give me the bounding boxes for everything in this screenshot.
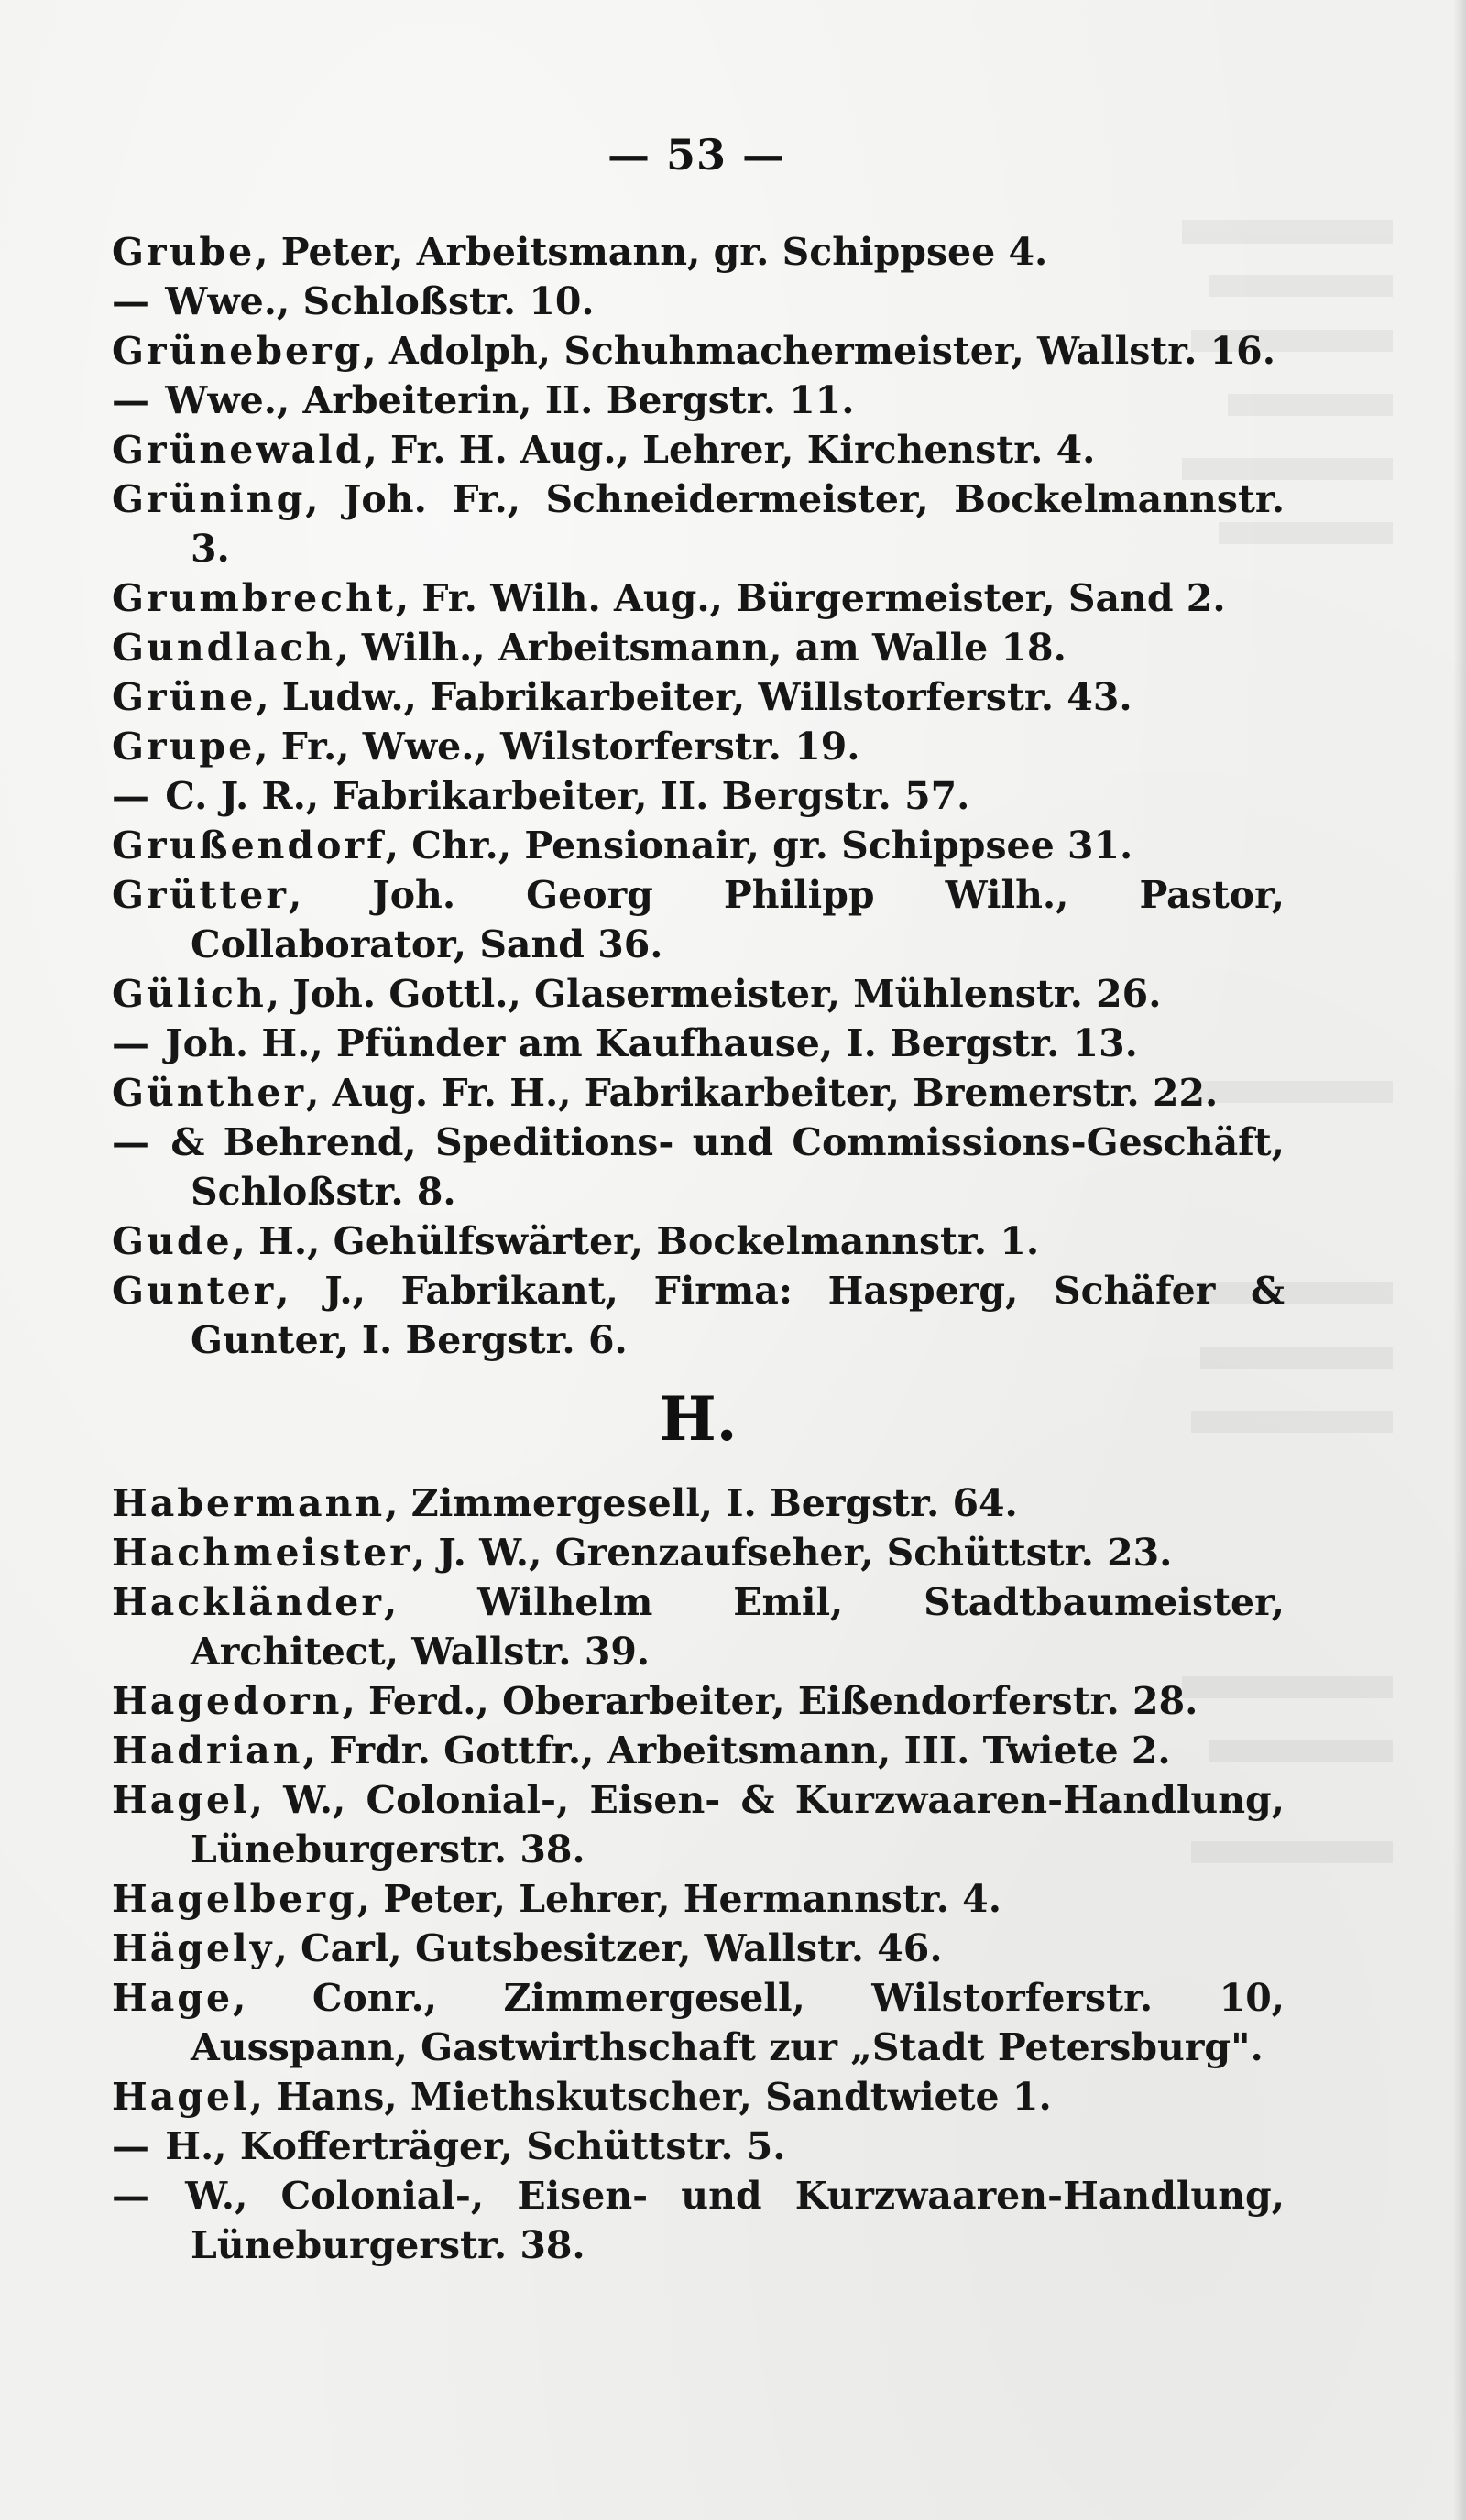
directory-entry	[112, 573, 1285, 623]
section-heading-h: H.	[659, 1383, 738, 1455]
directory-entry	[112, 969, 1285, 1019]
directory-entry	[112, 2122, 1285, 2171]
directory-entry	[112, 1726, 1285, 1775]
directory-entry	[112, 1118, 1285, 1216]
entry-surname: Gunter	[112, 1269, 277, 1313]
directory-entry	[112, 376, 1285, 425]
entry-details: , Joh. Fr., Schneidermeister, Bockelmannstr. 3.	[191, 477, 1285, 571]
entry-surname: Hadrian	[112, 1729, 303, 1773]
entry-surname: Gude	[112, 1219, 233, 1263]
entry-details: & Behrend, Speditions- und Commissions-Geschäft, Schloßstr. 8.	[152, 1120, 1285, 1214]
entry-details: , W., Colonial-, Eisen- & Kurzwaaren-Handlung, Lüneburgerstr. 38.	[191, 1778, 1285, 1871]
entry-details: , Adolph, Schuhmachermeister, Wallstr. 16.	[363, 329, 1275, 373]
directory-entry	[112, 1874, 1285, 1924]
entry-details: , Conr., Zimmergesell, Wilstorferstr. 10, Ausspann, Gastwirthschaft zur „Stadt Petersburg".	[191, 1976, 1285, 2069]
entry-surname: —	[112, 2174, 152, 2218]
entry-details: H., Kofferträger, Schüttstr. 5.	[152, 2124, 786, 2168]
entry-details: , Chr., Pensionair, gr. Schippsee 31.	[385, 824, 1133, 867]
directory-entry	[112, 1577, 1285, 1676]
entry-details: Joh. H., Pfünder am Kaufhause, I. Bergstr. 13.	[152, 1021, 1138, 1065]
directory-entry	[112, 1676, 1285, 1726]
entry-details: , J., Fabrikant, Firma: Hasperg, Schäfer & Gunter, I. Bergstr. 6.	[191, 1269, 1285, 1362]
entry-surname: —	[112, 1120, 152, 1164]
entry-details: , Fr., Wwe., Wilstorferstr. 19.	[255, 725, 860, 769]
entry-details: , Aug. Fr. H., Fabrikarbeiter, Bremerstr. 22.	[306, 1071, 1219, 1115]
entry-surname: Günther	[112, 1071, 307, 1115]
directory-entry	[112, 277, 1285, 326]
entry-surname: Hagelberg	[112, 1877, 357, 1921]
entry-surname: Gülich	[112, 972, 267, 1016]
directory-column	[112, 227, 1285, 2270]
directory-entry	[112, 1478, 1285, 1528]
entry-details: , Joh. Georg Philipp Wilh., Pastor, Collaborator, Sand 36.	[191, 873, 1285, 966]
entry-surname: Hackländer	[112, 1580, 384, 1624]
entry-details: Wwe., Arbeiterin, II. Bergstr. 11.	[152, 378, 855, 422]
directory-entry	[112, 2072, 1285, 2122]
entry-details: , Fr. Wilh. Aug., Bürgermeister, Sand 2.	[395, 576, 1226, 620]
entry-details: , Ludw., Fabrikarbeiter, Willstorferstr. 43.	[256, 675, 1132, 719]
directory-entry	[112, 1019, 1285, 1068]
directory-entry	[112, 425, 1285, 475]
entry-details: Wwe., Schloßstr. 10.	[152, 279, 595, 323]
directory-entry	[112, 1068, 1285, 1118]
entry-details: , Zimmergesell, I. Bergstr. 64.	[385, 1481, 1018, 1525]
entry-surname: Hage	[112, 1976, 234, 2020]
entry-surname: —	[112, 1021, 152, 1065]
entry-surname: Grüneberg	[112, 329, 364, 373]
entry-surname: —	[112, 2124, 152, 2168]
directory-entry	[112, 771, 1285, 821]
entry-surname: Hagel	[112, 2075, 250, 2119]
directory-entry	[112, 672, 1285, 722]
entry-surname: Grüne	[112, 675, 257, 719]
entry-surname: Grußendorf	[112, 824, 386, 867]
entry-surname: Hagedorn	[112, 1679, 343, 1723]
directory-entry	[112, 1924, 1285, 1973]
entry-surname: Grupe	[112, 725, 256, 769]
entry-details: , J. W., Grenzaufseher, Schüttstr. 23.	[411, 1531, 1173, 1575]
entry-surname: —	[112, 774, 152, 818]
entry-details: , Wilhelm Emil, Stadtbaumeister, Architect, Wallstr. 39.	[191, 1580, 1285, 1674]
entry-details: , Fr. H. Aug., Lehrer, Kirchenstr. 4.	[364, 428, 1096, 472]
page-number: — 53 —	[607, 130, 786, 180]
directory-entry	[112, 2171, 1285, 2270]
directory-entry	[112, 623, 1285, 672]
entry-details: , Ferd., Oberarbeiter, Eißendorferstr. 28.	[342, 1679, 1198, 1723]
entry-details: , Frdr. Gottfr., Arbeitsmann, III. Twiete 2.	[302, 1729, 1171, 1773]
directory-entry	[112, 1775, 1285, 1874]
directory-entry	[112, 722, 1285, 771]
entry-details: , Hans, Miethskutscher, Sandtwiete 1.	[249, 2075, 1052, 2119]
directory-entry	[112, 475, 1285, 573]
entry-surname: Grube	[112, 230, 256, 274]
entry-details: C. J. R., Fabrikarbeiter, II. Bergstr. 57.	[152, 774, 970, 818]
directory-entry	[112, 821, 1285, 870]
entry-details: , Carl, Gutsbesitzer, Wallstr. 46.	[274, 1926, 943, 1970]
entry-surname: Grüning	[112, 477, 306, 521]
directory-entry	[112, 227, 1285, 277]
entry-details: , Peter, Arbeitsmann, gr. Schippsee 4.	[255, 230, 1048, 274]
directory-entry	[112, 870, 1285, 969]
directory-entry	[112, 326, 1285, 376]
entry-surname: Grumbrecht	[112, 576, 396, 620]
directory-entry	[112, 1973, 1285, 2072]
entry-surname: Grünewald	[112, 428, 365, 472]
page-edge-shadow	[1453, 0, 1466, 2520]
entry-surname: Gundlach	[112, 626, 336, 670]
entry-surname: Hachmeister	[112, 1531, 412, 1575]
entry-details: , H., Gehülfswärter, Bockelmannstr. 1.	[232, 1219, 1040, 1263]
entry-details: W., Colonial-, Eisen- und Kurzwaaren-Handlung, Lüneburgerstr. 38.	[152, 2174, 1285, 2267]
entry-details: , Wilh., Arbeitsmann, am Walle 18.	[335, 626, 1067, 670]
directory-entry	[112, 1216, 1285, 1266]
directory-entry	[112, 1528, 1285, 1577]
entry-surname: —	[112, 279, 152, 323]
entry-surname: Hagel	[112, 1778, 250, 1822]
entry-surname: —	[112, 378, 152, 422]
entry-details: , Joh. Gottl., Glasermeister, Mühlenstr. 26.	[266, 972, 1162, 1016]
entry-surname: Habermann	[112, 1481, 386, 1525]
entry-surname: Grütter	[112, 873, 289, 917]
entry-surname: Hägely	[112, 1926, 275, 1970]
entry-details: , Peter, Lehrer, Hermannstr. 4.	[356, 1877, 1001, 1921]
directory-entry	[112, 1266, 1285, 1365]
